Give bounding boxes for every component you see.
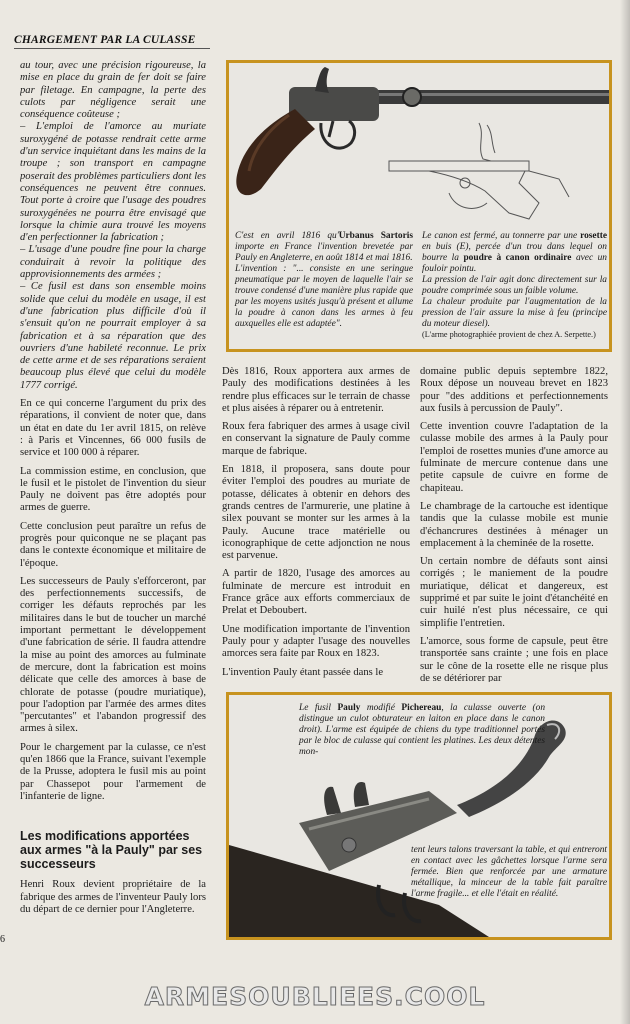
section-heading: Les modifications apportées aux armes "à la Pauly" par ses successeurs xyxy=(20,829,203,872)
caption-triggers: tent leurs talons traversant la table, et qui entreront en contact avec les gâchettes lorsque l'arme sera fermée. Bien que renforcée par une armature métallique, la minceur de la table fait paraître l'arme fragile... et elle l'était en réalité. xyxy=(411,845,607,899)
objection-paragraph: – L'emploi de l'amorce au muriate suroxygéné de potasse rendrait cette arme d'un service inquiétant dans les mains de la troupe ; son transport en campagne poserait des problèmes particuliers dont les conséquences ne peuvent être connues. Tout porte à croire que l'usage des poudres suroxygénées ne pourra être envisagé que lorsque la chimie aura trouvé les moyens d'en perfectionner la fabrication ; xyxy=(20,121,206,244)
caption-text: importe en France l'invention brevetée par Pauly en Angleterre, en août 1814 et mai 1816. xyxy=(235,242,413,263)
body-paragraph: Les successeurs de Pauly s'efforceront, par des perfectionnements successifs, de corriger les défauts reprochés par les militaires dans le but de toucher un marché important permettant le développement d'une fabrication de série. Il faudra attendre la mise au point des amorces au fulminate de mercure, dont la fabrication est moins délicate que celle des amorces à base de chlorate de potasse (poudre muriatique), pour l'adoption par l'armée des armes dites "percutantes" et l'abandon progressif des armes à silex. xyxy=(20,575,206,735)
caption-pichereau xyxy=(299,703,545,758)
body-paragraph: Une modification importante de l'invention Pauly pour y adapter l'usage des nouvelles amorces sera faite par Roux en 1823. xyxy=(222,623,410,660)
page-number: 6 xyxy=(0,934,5,945)
trigger-guard-shape xyxy=(321,121,355,148)
caption-rosette xyxy=(422,231,607,340)
barrel-shape xyxy=(349,90,609,104)
running-header: CHARGEMENT PAR LA CULASSE xyxy=(14,34,210,49)
body-paragraph: Cette invention couvre l'adaptation de la culasse mobile des armes à la Pauly pour l'emploi de rosettes munies d'une amorce au fulminate de mercure contenue dans une petite capsule de cuivre en forme de chapiteau. xyxy=(420,421,608,494)
caption-name: Pichereau xyxy=(401,703,442,713)
objection-paragraph: – Ce fusil est dans son ensemble moins solide que celui du modèle en usage, il est d'une fabrication plus difficile d'où il s'ensuit qu'on ne pourrait employer à sa fabrication et à sa réparation que des ouvriers d'une habileté reconnue. Le prix de cette arme et de ses réparations seraient beaucoup plus élevé que celui du modèle 1777 corrigé. xyxy=(20,281,206,391)
body-paragraph: Un certain nombre de défauts sont ainsi corrigés ; le maniement de la poudre muriatique, délicat et dangereux, est supprimé et par suite le joint d'étanchéité en cuir huilé n'est plus nécessaire, ce qui simplifie l'entretien. xyxy=(420,556,608,629)
body-paragraph: L'invention Pauly étant passée dans le xyxy=(222,666,384,678)
body-paragraph: La commission estime, en conclusion, que le fusil et le pistolet de l'invention du sieur Pauly ne doivent pas être adoptés pour armes de guerre. xyxy=(20,465,206,514)
body-paragraph: domaine public depuis septembre 1822, Roux dépose un nouveau brevet en 1823 pour "des additions et perfectionnements aux fusils à percussion de Pauly". xyxy=(420,366,608,414)
hammer-shape xyxy=(315,67,329,93)
body-paragraph: Cette conclusion peut paraître un refus de progrès pour quiconque ne se plaçant pas dans le contexte économique et militaire de l'époque. xyxy=(20,520,206,569)
body-paragraph: Henri Roux devient propriétaire de la fabrique des armes de l'inventeur Pauly lors du départ de ce dernier pour l'Angleterre. xyxy=(20,879,206,915)
caption-text: en buis (E), percée d'un trou dans lequel on bourre la xyxy=(422,242,607,263)
caption-sartoris xyxy=(235,231,413,330)
caption-text: C'est en avril 1816 qu' xyxy=(235,231,339,241)
mechanism-drawing xyxy=(389,123,569,219)
body-paragraph: En 1818, il proposera, sans doute pour éviter l'emploi des poudres au muriate de potasse, délicates à obtenir en dehors des grands centres de l'armurerie, une platine à silex pouvant se monter sur les armes à la Pauly. Aucune trace matérielle ou iconographique de cette adjonction ne nous est parvenue. xyxy=(222,464,410,562)
body-paragraph: Roux fera fabriquer des armes à usage civil en conservant la signature de Pauly comme marque de fabrique. xyxy=(222,421,410,457)
text-column-3 xyxy=(420,366,608,682)
site-watermark: ARMESOUBLIEES.COOL xyxy=(144,982,486,1011)
objection-paragraph: au tour, avec une précision rigoureuse, la mise en place du grain de fer doit se faire par filetage. En campagne, la perte des culots par négligence serait une conséquence coûteuse ; xyxy=(20,60,206,121)
figure-pauly-pistol xyxy=(226,60,612,352)
caption-name: Pauly xyxy=(337,703,361,713)
hammer-shape xyxy=(324,787,341,815)
body-paragraph: Dès 1816, Roux apportera aux armes de Pauly des modifications destinées à les rendre plus efficaces sur le terrain de chasse et plus aisées à réparer ou à entretenir. xyxy=(222,366,410,414)
caption-text: , la culasse ouverte (on distingue un culot obturateur en laiton en place dans le canon droit). L'arme est équipée de chiens du type traditionnel portés par le bloc de culasse qui contient les platines. Les deux détentes mon- xyxy=(299,703,546,757)
body-paragraph: Pour le chargement par la culasse, ce n'est qu'en 1866 que la France, suivant l'exemple de la Prusse, adoptera le fusil mis au point par Chassepot pour l'armement de l'infanterie de ligne. xyxy=(20,741,206,802)
caption-text: avec un fouloir pointu. xyxy=(422,253,607,274)
breech-shape xyxy=(289,87,379,121)
figure-pichereau-rifle xyxy=(226,692,612,940)
commission-objections xyxy=(20,60,206,392)
caption-term: rosette xyxy=(580,231,607,241)
body-paragraph: Le chambrage de la cartouche est identique tandis que la culasse mobile est munie d'échancrures destinées à ménager un emplacement à la cheminée de la rosette. xyxy=(420,500,608,549)
body-paragraph: En ce qui concerne l'argument du prix des réparations, il convient de noter que, dans un état en date du 1er avril 1815, on relève : à Paris et Vincennes, 66 000 fusils de service et 100 000 à réparer. xyxy=(20,398,206,459)
body-paragraph: A partir de 1820, l'usage des amorces au fulminate de mercure est introduit en France grâce aux efforts commerciaux de Prelat et Deboubert. xyxy=(222,568,410,617)
page-edge-shadow xyxy=(620,0,630,1024)
objection-paragraph: – L'usage d'une poudre fine pour la charge conduirait à revoir la politique des approvisionnements des armées ; xyxy=(20,244,206,281)
photo-credit: (L'arme photographiée provient de chez A. Serpette.) xyxy=(422,330,596,339)
caption-text: Le canon est fermé, au tonnerre par une xyxy=(422,231,581,241)
caption-text: modifié xyxy=(360,703,402,713)
caption-term: poudre à canon ordinaire xyxy=(463,253,572,263)
text-column-2 xyxy=(222,366,410,682)
text-column-1 xyxy=(20,60,206,1010)
grip-shape xyxy=(236,109,315,195)
caption-text: Le fusil xyxy=(299,703,338,713)
caption-name: Urbanus Sartoris xyxy=(338,231,414,241)
body-paragraph: L'amorce, sous forme de capsule, peut être transportée sans crainte ; une fois en place sur le cône de la rosette elle ne risque plus de se détériorer par xyxy=(420,635,608,682)
caption-text: La chaleur produite par l'augmentation de la pression de l'air assure la mise à feu (principe du moteur diesel). xyxy=(422,297,607,329)
hammer-shape xyxy=(354,782,369,807)
caption-quote: L'invention : "... consiste en une seringue pneumatique par le moyen de laquelle l'air se trouve condensé d'une manière plus rapide que par les moyens usités jusqu'à présent et allume la poudre à canon dans les armes à feu auxquelles elle est adaptée". xyxy=(235,264,413,329)
caption-text: La pression de l'air agit donc directement sur la poudre comprimée sous un faible volume. xyxy=(422,275,607,296)
